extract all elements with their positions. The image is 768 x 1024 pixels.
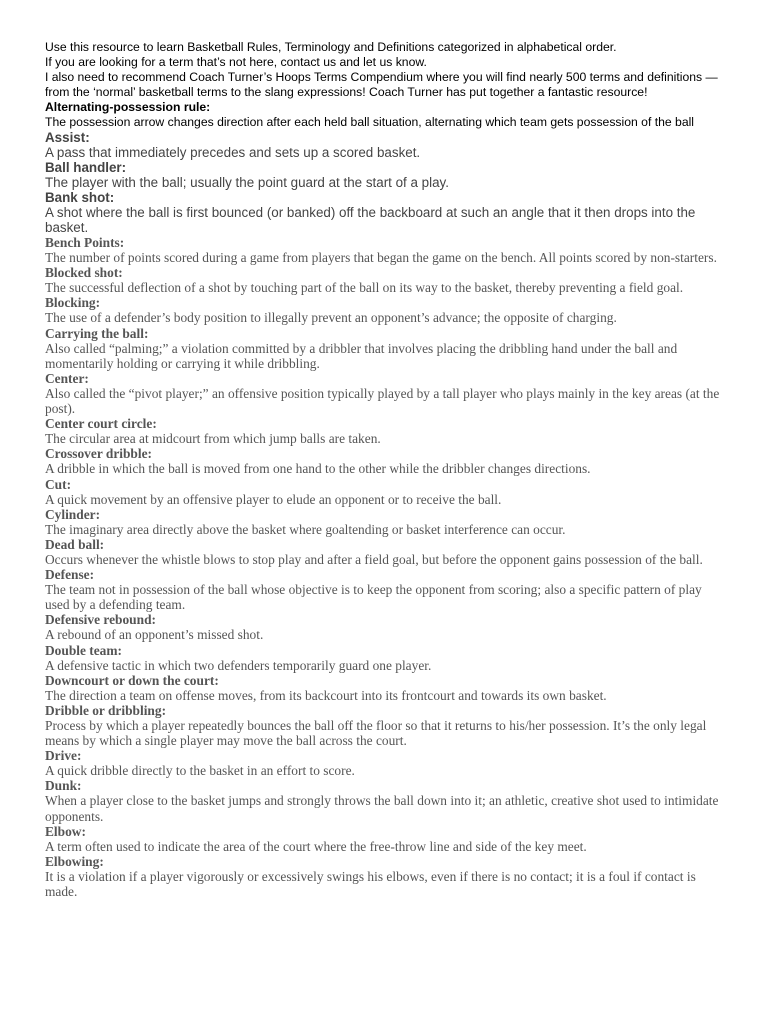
glossary-term: Center: [45, 370, 89, 386]
glossary-term: Assist: [45, 130, 90, 145]
glossary-term: Dunk: [45, 778, 82, 794]
glossary-definition: A term often used to indicate the area of the court where the free-throw line and side of the key meet. [45, 838, 587, 854]
glossary-definition: Also called “palming;” a violation committed by a dribbler that involves placing the dribbling hand under the ball and momentarily holding or carrying it while dribbling. [45, 340, 678, 371]
glossary-term: Blocking: [45, 295, 101, 311]
glossary-term: Blocked shot: [45, 265, 123, 281]
glossary-definition: When a player close to the basket jumps and strongly throws the ball down into it; an athletic, creative shot used to intimidate opponents. [45, 793, 719, 824]
glossary-term: Carrying the ball: [45, 325, 149, 341]
glossary-definition: The direction a team on offense moves, from its backcourt into its frontcourt and towards its own basket. [45, 687, 607, 703]
glossary-definition: The possession arrow changes direction after each held ball situation, alternating which team gets possession of the ball [45, 115, 695, 129]
glossary-definition: A quick dribble directly to the basket in an effort to score. [45, 763, 355, 779]
glossary-definition: A shot where the ball is first bounced (or banked) off the backboard at such an angle that it then drops into the basket. [45, 205, 696, 235]
glossary-definition: The number of points scored during a game from players that began the game on the bench. All points scored by non-starters. [45, 250, 717, 266]
glossary-definition: Occurs whenever the whistle blows to stop play and after a field goal, but before the opponent gains possession of the ball. [45, 551, 703, 567]
glossary-term: Ball handler: [45, 160, 127, 175]
glossary-term: Dead ball: [45, 536, 105, 552]
glossary-term: Cylinder: [45, 506, 101, 522]
glossary-term: Bank shot: [45, 190, 115, 205]
glossary-definition: A dribble in which the ball is moved from one hand to the other while the dribbler changes directions. [45, 461, 591, 477]
glossary-term: Defensive rebound: [45, 612, 156, 628]
glossary-term: Crossover dribble: [45, 446, 153, 462]
glossary-term: Cut: [45, 476, 72, 492]
glossary-term: Defense: [45, 567, 95, 583]
glossary-definition: The circular area at midcourt from which jump balls are taken. [45, 431, 381, 447]
glossary-term: Bench Points: [45, 235, 125, 250]
glossary-definition: A pass that immediately precedes and sets up a scored basket. [45, 145, 421, 160]
glossary-definition: It is a violation if a player vigorously or excessively swings his elbows, even if there is no contact; it is a foul if contact is made. [45, 868, 696, 900]
glossary-term: Downcourt or down the court: [45, 672, 219, 688]
glossary-definition: The player with the ball; usually the point guard at the start of a play. [45, 175, 449, 190]
glossary-term: Elbow: [45, 823, 86, 839]
glossary-definition: The team not in possession of the ball whose objective is to keep the opponent from scoring; also a specific pattern of play used by a defending team. [45, 582, 702, 613]
glossary-term: Drive: [45, 748, 82, 764]
glossary-definition: The imaginary area directly above the basket where goaltending or basket interference can occur. [45, 521, 566, 537]
intro-line: Use this resource to learn Basketball Rules, Terminology and Definitions categorized in alphabetical order. [45, 40, 617, 54]
intro-line: I also need to recommend Coach Turner’s Hoops Terms Compendium where you will find nearly 500 terms and definitions — from the ‘normal’ basketball terms to the slang expressions! Coach Turner has put together a fantastic resource! [45, 70, 718, 99]
glossary-definition: The use of a defender’s body position to illegally prevent an opponent’s advance; the opposite of charging. [45, 310, 617, 326]
intro-line: If you are looking for a term that’s not here, contact us and let us know. [45, 55, 427, 69]
glossary-definition: A defensive tactic in which two defenders temporarily guard one player. [45, 657, 432, 673]
glossary-term: Double team: [45, 642, 122, 658]
glossary-definition: Also called the “pivot player;” an offensive position typically played by a tall player who plays mainly in the key areas (at the post). [45, 385, 720, 417]
glossary-list [45, 100, 725, 899]
glossary-term: Alternating-possession rule: [45, 100, 211, 114]
glossary-definition: The successful deflection of a shot by touching part of the ball on its way to the basket, thereby preventing a field goal. [45, 280, 684, 296]
glossary-definition: Process by which a player repeatedly bounces the ball off the floor so that it returns to his/her possession. It’s the only legal means by which a single player may move the ball across the court. [45, 718, 707, 749]
glossary-term: Dribble or dribbling: [45, 702, 167, 718]
glossary-definition: A quick movement by an offensive player to elude an opponent or to receive the ball. [45, 491, 502, 507]
document-page [45, 40, 725, 899]
glossary-term: Center court circle: [45, 416, 157, 432]
glossary-term: Elbowing: [45, 853, 104, 869]
glossary-definition: A rebound of an opponent’s missed shot. [45, 627, 264, 643]
intro-section [45, 40, 725, 100]
